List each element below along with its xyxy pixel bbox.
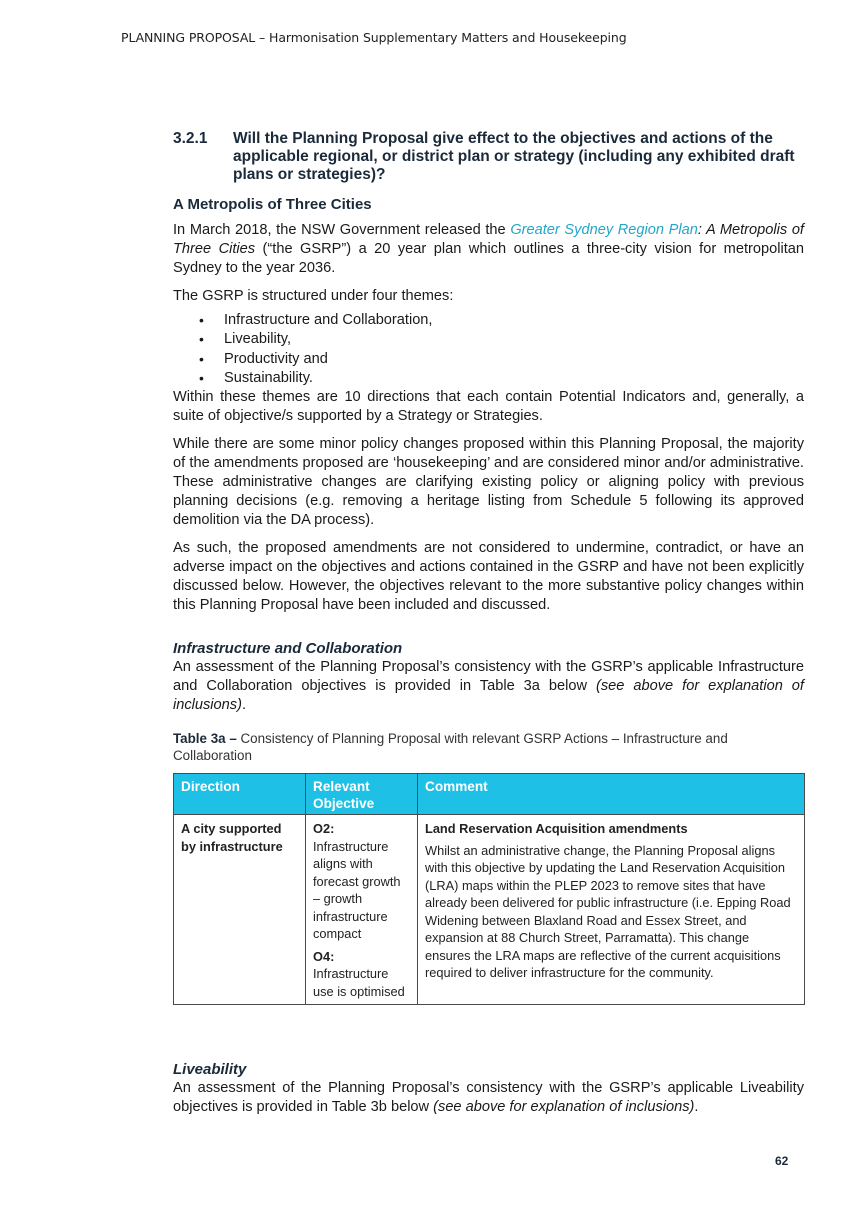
section-number: 3.2.1 — [173, 130, 208, 147]
policy-changes-paragraph: While there are some minor policy changes proposed within this Planning Proposal, the majority of the amendments proposed are ‘housekeeping’ and are considered minor and/or administrative. These administrative changes are clarifying existing policy or aligning policy with previous planning decisions (e.g. removing a heritage listing from Schedule 5 following its approved demolition via the DA process). — [173, 436, 804, 529]
liveability-heading: Liveability — [173, 1061, 247, 1079]
objective-text: Infrastructure use is optimised — [313, 966, 405, 999]
objective-code: O4: — [313, 948, 335, 964]
comment-body: Whilst an administrative change, the Planning Proposal aligns with this objective by updating the Land Reservation Acquisition (LRA) maps within the PLEP 2023 to remove sites that have already been delivered for public infrastructure (i.e. Epping Road Widening between Blaxland Road and Essex Street, and expansion at 88 Church Street, Parramatta). This change ensures the LRA maps are reflective of the current acquisitions required to deliver infrastructure for the community. — [425, 842, 791, 981]
table-caption-text: Consistency of Planning Proposal with relevant GSRP Actions – Infrastructure and Collaboration — [173, 731, 728, 764]
comment-cell — [418, 815, 805, 1005]
table-header-row — [174, 774, 805, 815]
consistency-table — [173, 773, 805, 1005]
objective-code: O2: — [313, 821, 335, 837]
liveability-paragraph — [173, 1079, 804, 1117]
infra-text-italic: (see above for explanation of inclusions) — [173, 678, 804, 714]
liveability-text-end: . — [694, 1099, 699, 1116]
metropolis-heading: A Metropolis of Three Cities — [173, 196, 372, 213]
page-content — [173, 130, 804, 1126]
list-item: • Productivity and — [173, 350, 804, 369]
page-number: 62 — [775, 1154, 789, 1168]
objective-cell — [306, 815, 418, 1005]
infra-text-end: . — [241, 697, 247, 714]
header-direction: Direction — [174, 774, 306, 815]
themes-intro: The GSRP is structured under four themes: — [173, 288, 454, 304]
section-title: Will the Planning Proposal give effect to the objectives and actions of the applicable regional, or district plan or strategy (including any exhibited draft plans or strategies)? — [233, 130, 795, 183]
list-item: • Infrastructure and Collaboration, — [173, 311, 804, 330]
liveability-text: An assessment of the Planning Proposal’s consistency with the GSRP’s applicable Liveability objectives is provided in Table 3b below — [173, 1080, 804, 1116]
amendments-paragraph: As such, the proposed amendments are not considered to undermine, contradict, or have an adverse impact on the objectives and actions contained in the GSRP and have not been explicitly discussed below. However, the objectives relevant to the more substantive policy changes within this Planning Proposal have been included and discussed. — [173, 540, 804, 614]
header-objective: Relevant Objective — [306, 774, 418, 815]
objective-text: Infrastructure aligns with forecast growth – growth infrastructure compact — [313, 838, 401, 942]
running-header: PLANNING PROPOSAL – Harmonisation Supplementary Matters and Housekeeping — [121, 30, 627, 45]
intro-text-italic: : A Metropolis of Three Cities — [173, 222, 804, 257]
themes-list — [173, 311, 804, 388]
header-comment: Comment — [418, 774, 805, 815]
table-caption — [173, 730, 804, 764]
infrastructure-paragraph — [173, 658, 804, 715]
section-heading — [173, 130, 804, 184]
intro-text-a: In March 2018, the NSW Government released the — [173, 222, 511, 238]
gsrp-link[interactable]: Greater Sydney Region Plan — [510, 222, 698, 238]
intro-text-c: (“the GSRP”) a 20 year plan which outlines a three-city vision for metropolitan Sydney to the year 2036. — [173, 241, 804, 276]
direction-cell: A city supported by infrastructure — [174, 815, 306, 1005]
infra-text: An assessment of the Planning Proposal’s consistency with the GSRP’s applicable Infrastructure and Collaboration objectives is provided in Table 3a below — [173, 659, 804, 695]
list-item: • Liveability, — [173, 330, 804, 349]
list-item: • Sustainability. — [173, 369, 804, 388]
gsrp-intro-paragraph — [173, 221, 804, 278]
table-caption-label: Table 3a – — [173, 731, 237, 747]
comment-title: Land Reservation Acquisition amendments — [425, 821, 688, 837]
directions-paragraph: Within these themes are 10 directions that each contain Potential Indicators and, generally, a suite of objective/s supported by a Strategy or Strategies. — [173, 389, 804, 425]
liveability-text-italic: (see above for explanation of inclusions) — [433, 1099, 695, 1116]
infrastructure-heading: Infrastructure and Collaboration — [173, 640, 403, 658]
table-row — [174, 815, 805, 1005]
